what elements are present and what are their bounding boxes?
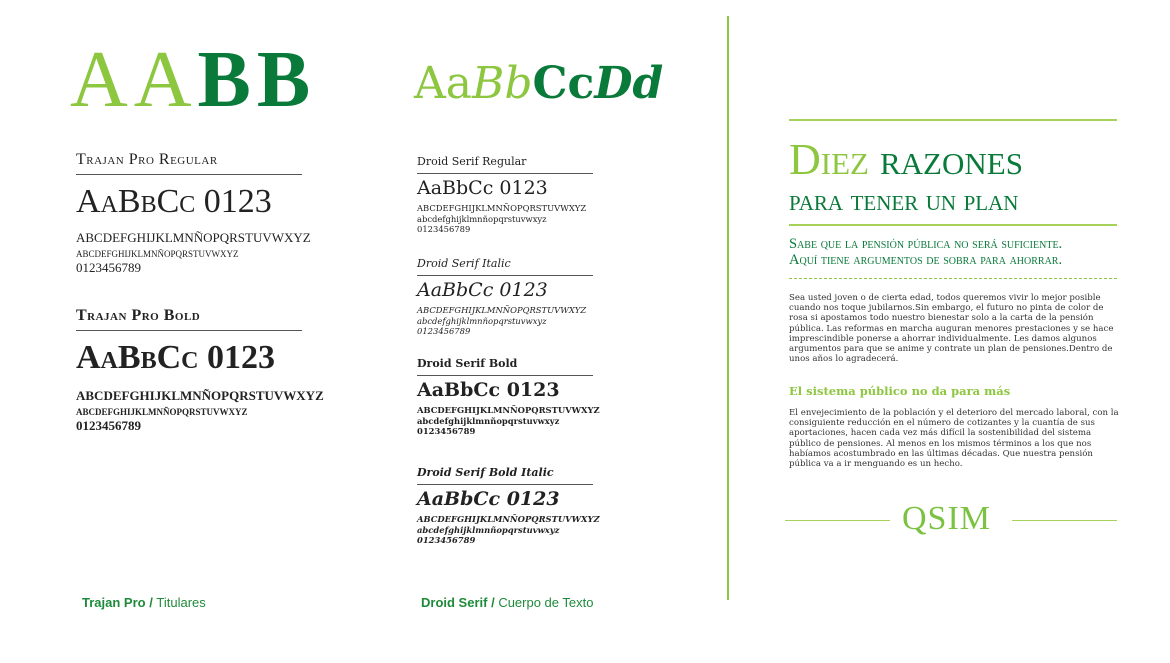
trajan-caption [82, 595, 206, 610]
droid-regular-rule [417, 173, 593, 174]
headline-bottom-rule [789, 224, 1117, 226]
droid-bold-rule [417, 375, 593, 376]
dotted-separator [789, 278, 1117, 279]
droid-caption-use: Cuerpo de Texto [498, 595, 594, 610]
trajan-bold-digits: 0123456789 [76, 418, 141, 433]
droid-bold-italic-digits: 0123456789 [417, 535, 476, 545]
droid-bold-lower: abcdefghijklmnñopqrstuvwxyz [417, 415, 560, 426]
droid-bold-italic-rule [417, 484, 593, 485]
droid-italic-upper: ABCDEFGHIJKLMNÑOPQRSTUVWXYZ [417, 305, 587, 315]
droid-caption [421, 595, 593, 610]
trajan-regular-lower: abcdefghijklmnñopqrstuvwxyz [76, 245, 239, 260]
headline-top-rule [789, 119, 1117, 121]
droid-italic-digits: 0123456789 [417, 326, 471, 336]
droid-bold-italic-charset [417, 514, 600, 546]
trajan-bold-charset [76, 388, 324, 433]
qsim-logo: QSIM [902, 500, 992, 537]
droid-italic-rule [417, 275, 593, 276]
droid-bold-italic-upper: ABCDEFGHIJKLMNÑOPQRSTUVWXYZ [417, 514, 600, 524]
droid-regular-charset [417, 203, 586, 235]
droid-bold-title: Droid Serif Bold [417, 357, 518, 370]
subheadline-line-1: Sabe que la pensión pública no será suficiente. [789, 236, 1063, 252]
droid-bold-italic-sample: AaBbCc 0123 [417, 488, 560, 510]
trajan-bold-rule [76, 330, 302, 331]
trajan-hero-light: AA [70, 36, 198, 124]
trajan-regular-digits: 0123456789 [76, 260, 141, 275]
subheadline [789, 236, 1062, 268]
droid-bold-upper: ABCDEFGHIJKLMNÑOPQRSTUVWXYZ [417, 405, 600, 415]
droid-bold-italic-title: Droid Serif Bold Italic [417, 466, 554, 479]
subheadline-line-2: Aquí tiene argumentos de sobra para ahorrar. [789, 252, 1063, 268]
trajan-hero-letters [70, 36, 317, 124]
headline-line-2: para tener un plan [789, 184, 1019, 217]
droid-bold-charset [417, 405, 600, 437]
column-divider [727, 16, 729, 600]
droid-hero-bold-italic: Dd [594, 58, 664, 109]
headline-line-1 [789, 135, 1023, 184]
droid-italic-sample: AaBbCc 0123 [417, 279, 548, 301]
section-paragraph: El envejecimiento de la población y el deterioro del mercado laboral, con la consiguiente reducción en el número de cotizantes y la cuantía de sus aportaciones, hacen cada vez más difícil la sostenibilidad del sistema público de pensiones. Al menos en los mismos términos a los que nos habíamos acostumbrado en las últimas décadas. Que nuestra pensión pública va a ir menguando es un hecho. [789, 408, 1119, 470]
droid-caption-font: Droid Serif [421, 595, 488, 610]
logo-rule-right [1012, 520, 1117, 521]
trajan-caption-separator: / [145, 595, 157, 610]
logo-rule-left [785, 520, 890, 521]
trajan-bold-upper: ABCDEFGHIJKLMNÑOPQRSTUVWXYZ [76, 388, 324, 403]
trajan-caption-use: Titulares [156, 595, 206, 610]
trajan-bold-title: Trajan Pro Bold [76, 307, 201, 324]
trajan-regular-title: Trajan Pro Regular [76, 151, 218, 168]
trajan-regular-rule [76, 174, 302, 175]
droid-bold-italic-lower: abcdefghijklmnñopqrstuvwxyz [417, 524, 560, 535]
trajan-regular-charset [76, 230, 311, 275]
trajan-caption-font: Trajan Pro [82, 595, 146, 610]
droid-regular-lower: abcdefghijklmnñopqrstuvwxyz [417, 213, 547, 224]
trajan-regular-upper: ABCDEFGHIJKLMNÑOPQRSTUVWXYZ [76, 230, 311, 245]
intro-paragraph: Sea usted joven o de cierta edad, todos queremos vivir lo mejor posible cuando nos toque jubilarnos.Sin embargo, el futuro no pinta de color de rosa si apostamos todo nuestro bienestar solo a la carta de la pensión pública. Las reformas en marcha auguran menores prestaciones y se hace imprescindible ponerse a ahorrar individualmente. Les damos algunos argumentos para que se anime y contrate un plan de pensiones.Dentro de unos años lo agradecerá. [789, 293, 1114, 365]
trajan-hero-bold: BB [197, 36, 317, 124]
droid-regular-sample: AaBbCc 0123 [417, 177, 548, 199]
trajan-bold-lower: abcdefghijklmnñopqrstuvwxyz [76, 403, 248, 418]
droid-italic-charset [417, 305, 586, 337]
headline-word-diez: Diez [789, 135, 869, 184]
section-heading: El sistema público no da para más [789, 384, 1011, 398]
droid-hero-italic: Bb [472, 58, 533, 109]
droid-hero-regular: Aa [414, 58, 473, 109]
droid-regular-digits: 0123456789 [417, 224, 471, 234]
droid-italic-title: Droid Serif Italic [417, 257, 511, 270]
droid-regular-upper: ABCDEFGHIJKLMNÑOPQRSTUVWXYZ [417, 203, 587, 213]
droid-regular-title: Droid Serif Regular [417, 155, 527, 168]
droid-italic-lower: abcdefghijklmnñopqrstuvwxyz [417, 315, 547, 326]
droid-bold-digits: 0123456789 [417, 426, 476, 436]
trajan-bold-sample: AaBbCc 0123 [76, 339, 275, 376]
droid-caption-separator: / [487, 595, 499, 610]
trajan-regular-sample: AaBbCc 0123 [76, 183, 272, 220]
headline-word-razones: razones [868, 135, 1023, 184]
droid-hero-letters [414, 58, 664, 109]
droid-hero-bold: Cc [532, 58, 595, 109]
droid-bold-sample: AaBbCc 0123 [417, 379, 560, 401]
